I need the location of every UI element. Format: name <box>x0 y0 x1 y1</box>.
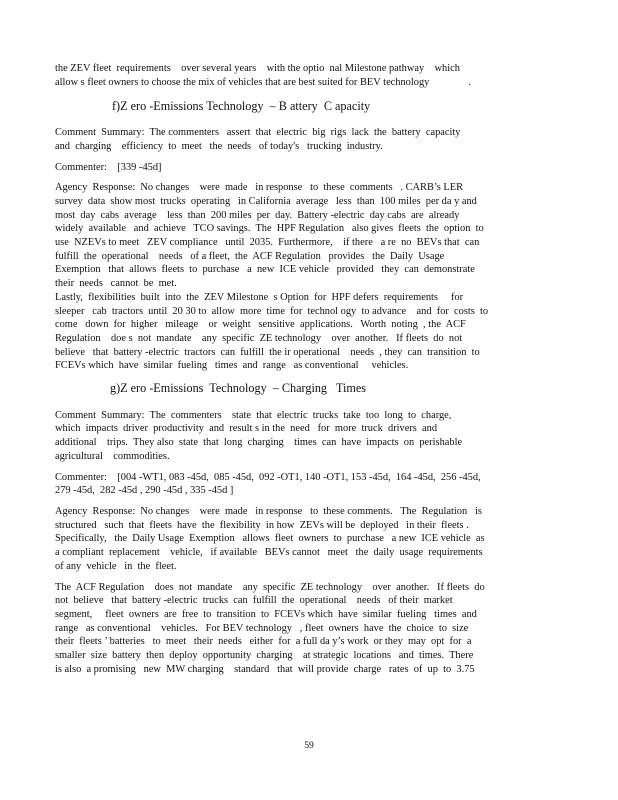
text-line: Comment Summary: The commenters assert that electric big rigs lack the battery capacity <box>55 127 461 139</box>
text-line: come down for higher mileage or weight sensitive applications. Worth noting , the ACF <box>55 319 466 331</box>
comment-summary-paragraph <box>55 126 562 153</box>
text-line: Agency Response: No changes were made in response to these comments . CARB’s LER <box>55 182 464 194</box>
text-line: agricultural commodities. <box>55 450 170 462</box>
section-heading-battery-capacity: f)Z ero -Emissions Technology – B attery C apacity <box>112 99 371 114</box>
text-line: use NZEVs to meet ZEV compliance until 2035. Furthermore, if there a re no BEVs that can <box>55 237 480 249</box>
text-line: the ZEV fleet requirements over several years with the optio nal Milestone pathway which <box>55 63 460 74</box>
text-line: believe that battery -electric tractors can fulfill the ir operational needs , they can transition to <box>55 346 480 358</box>
agency-response-paragraph <box>55 181 562 291</box>
text-line: their needs cannot be met. <box>55 278 177 290</box>
text-line: range as conventional vehicles. For BEV technology , fleet owners have the choice to size <box>55 622 469 634</box>
text-line: of any vehicle in the fleet. <box>55 560 177 572</box>
text-line: smaller size battery then deploy opportunity charging at strategic locations and times. There <box>55 650 474 662</box>
text-line: and charging efficiency to meet the needs of today's trucking industry. <box>55 140 383 152</box>
commenter-paragraph <box>55 471 562 498</box>
text-line: Agency Response: No changes were made in response to these comments. The Regulation is <box>55 505 482 517</box>
text-line: structured such that fleets have the flexibility in how ZEVs will be deployed in their fleets . <box>55 519 469 531</box>
text-line: FCEVs which have similar fueling times and range as conventional vehicles. <box>55 360 409 372</box>
text-line: allow s fleet owners to choose the mix of vehicles that are best suited for BEV technology . <box>55 76 471 88</box>
text-line: their fleets ’ batteries to meet their needs either for a full da y’s work or they may opt for a <box>55 636 472 648</box>
text-line: Lastly, flexibilities built into the ZEV Milestone s Option for HPF defers requirements for <box>55 291 464 303</box>
text-line: Regulation doe s not mandate any specific ZE technology over another. If fleets do not <box>55 332 463 344</box>
text-line: Specifically, the Daily Usage Exemption allows fleet owners to purchase a new ICE vehicle as <box>55 533 485 545</box>
commenter-paragraph <box>55 161 562 175</box>
text-line: fulfill the operational needs of a fleet, the ACF Regulation provides the Daily Usage <box>55 250 445 262</box>
page-number: 59 <box>304 740 314 751</box>
document-body <box>55 62 562 683</box>
text-line: Commenter: [004 -WT1, 083 -45d, 085 -45d, 092 -OT1, 140 -OT1, 153 -45d, 164 -45d, 256 -45d, <box>55 471 481 483</box>
text-line: The ACF Regulation does not mandate any specific ZE technology over another. If fleets do <box>55 581 485 593</box>
acf-regulation-paragraph <box>55 581 562 677</box>
intro-paragraph <box>55 62 562 89</box>
text-line: widely available and achieve TCO savings. The HPF Regulation also gives fleets the option to <box>55 223 484 235</box>
agency-response-paragraph <box>55 505 562 574</box>
text-line: sleeper cab tractors until 20 30 to allow more time for technol ogy to advance and for costs to <box>55 305 489 317</box>
text-line: Commenter: [339 -45d] <box>55 161 162 173</box>
text-line: segment, fleet owners are free to transition to FCEVs which have similar fueling times and <box>55 608 477 620</box>
text-line: Exemption that allows fleets to purchase a new ICE vehicle provided they can demonstrate <box>55 264 475 276</box>
text-line: most day cabs average less than 200 miles per day. Battery -electric day cabs are already <box>55 209 460 221</box>
section-heading-charging-times: g)Z ero -Emissions Technology – Charging Times <box>110 381 366 396</box>
text-line: Comment Summary: The commenters state that electric trucks take too long to charge, <box>55 409 452 421</box>
text-line: which impacts driver productivity and result s in the need for more truck drivers and <box>55 423 438 435</box>
text-line: a compliant replacement vehicle, if available BEVs cannot meet the daily usage requirements <box>55 547 483 559</box>
comment-summary-paragraph <box>55 409 562 464</box>
text-line: survey data show most trucks operating in California average less than 100 miles per da y and <box>55 195 477 207</box>
text-line: additional trips. They also state that long charging times can have impacts on perishable <box>55 437 463 449</box>
text-line: 279 -45d, 282 -45d , 290 -45d , 335 -45d ] <box>55 485 234 497</box>
text-line: not believe that battery -electric trucks can fulfill the operational needs of their market <box>55 595 453 607</box>
flexibility-paragraph <box>55 291 562 373</box>
text-line: is also a promising new MW charging standard that will provide charge rates of up to 3.75 <box>55 663 475 675</box>
